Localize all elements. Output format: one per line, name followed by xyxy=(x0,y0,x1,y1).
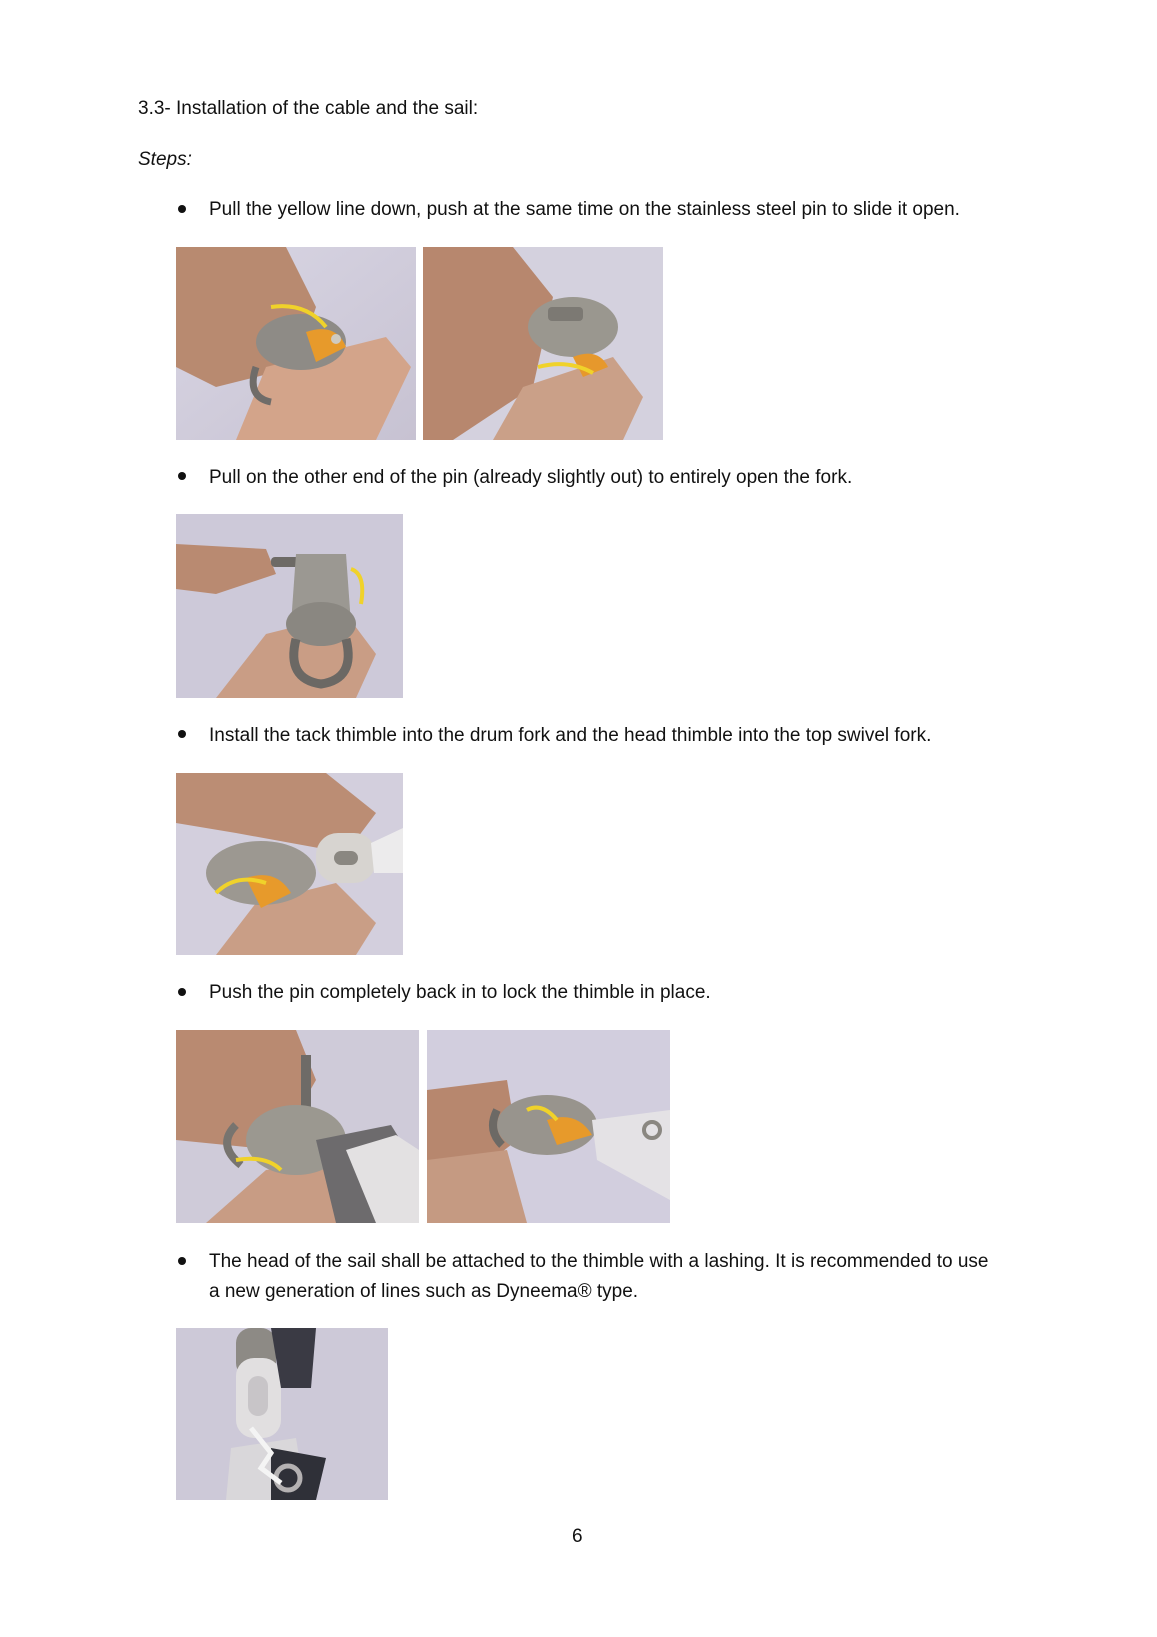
section-title: 3.3- Installation of the cable and the sail: xyxy=(138,98,479,119)
photo-pull-yellow-line xyxy=(176,247,416,440)
bullet xyxy=(178,1257,186,1265)
photo-slide-pin-open xyxy=(423,247,663,440)
photo-pin-locked xyxy=(427,1030,670,1223)
step-2-text: Pull on the other end of the pin (already slightly out) to entirely open the fork. xyxy=(209,467,853,488)
bullet xyxy=(178,472,186,480)
steps-label: Steps: xyxy=(138,149,192,170)
step-3-text: Install the tack thimble into the drum fork and the head thimble into the top swivel fork. xyxy=(209,725,932,746)
photo-open-fork xyxy=(176,514,403,698)
page-number: 6 xyxy=(572,1526,583,1547)
bullet xyxy=(178,205,186,213)
step-5-text-line2: a new generation of lines such as Dyneema® type. xyxy=(209,1281,639,1302)
photo-push-pin-back xyxy=(176,1030,419,1223)
photo-sail-lashing xyxy=(176,1328,388,1500)
bullet xyxy=(178,730,186,738)
step-5-text-line1: The head of the sail shall be attached to the thimble with a lashing. It is recommended to use xyxy=(209,1251,989,1272)
photo-install-thimble xyxy=(176,773,403,955)
step-4-text: Push the pin completely back in to lock the thimble in place. xyxy=(209,982,711,1003)
bullet xyxy=(178,988,186,996)
step-1-text: Pull the yellow line down, push at the same time on the stainless steel pin to slide it open. xyxy=(209,199,960,220)
